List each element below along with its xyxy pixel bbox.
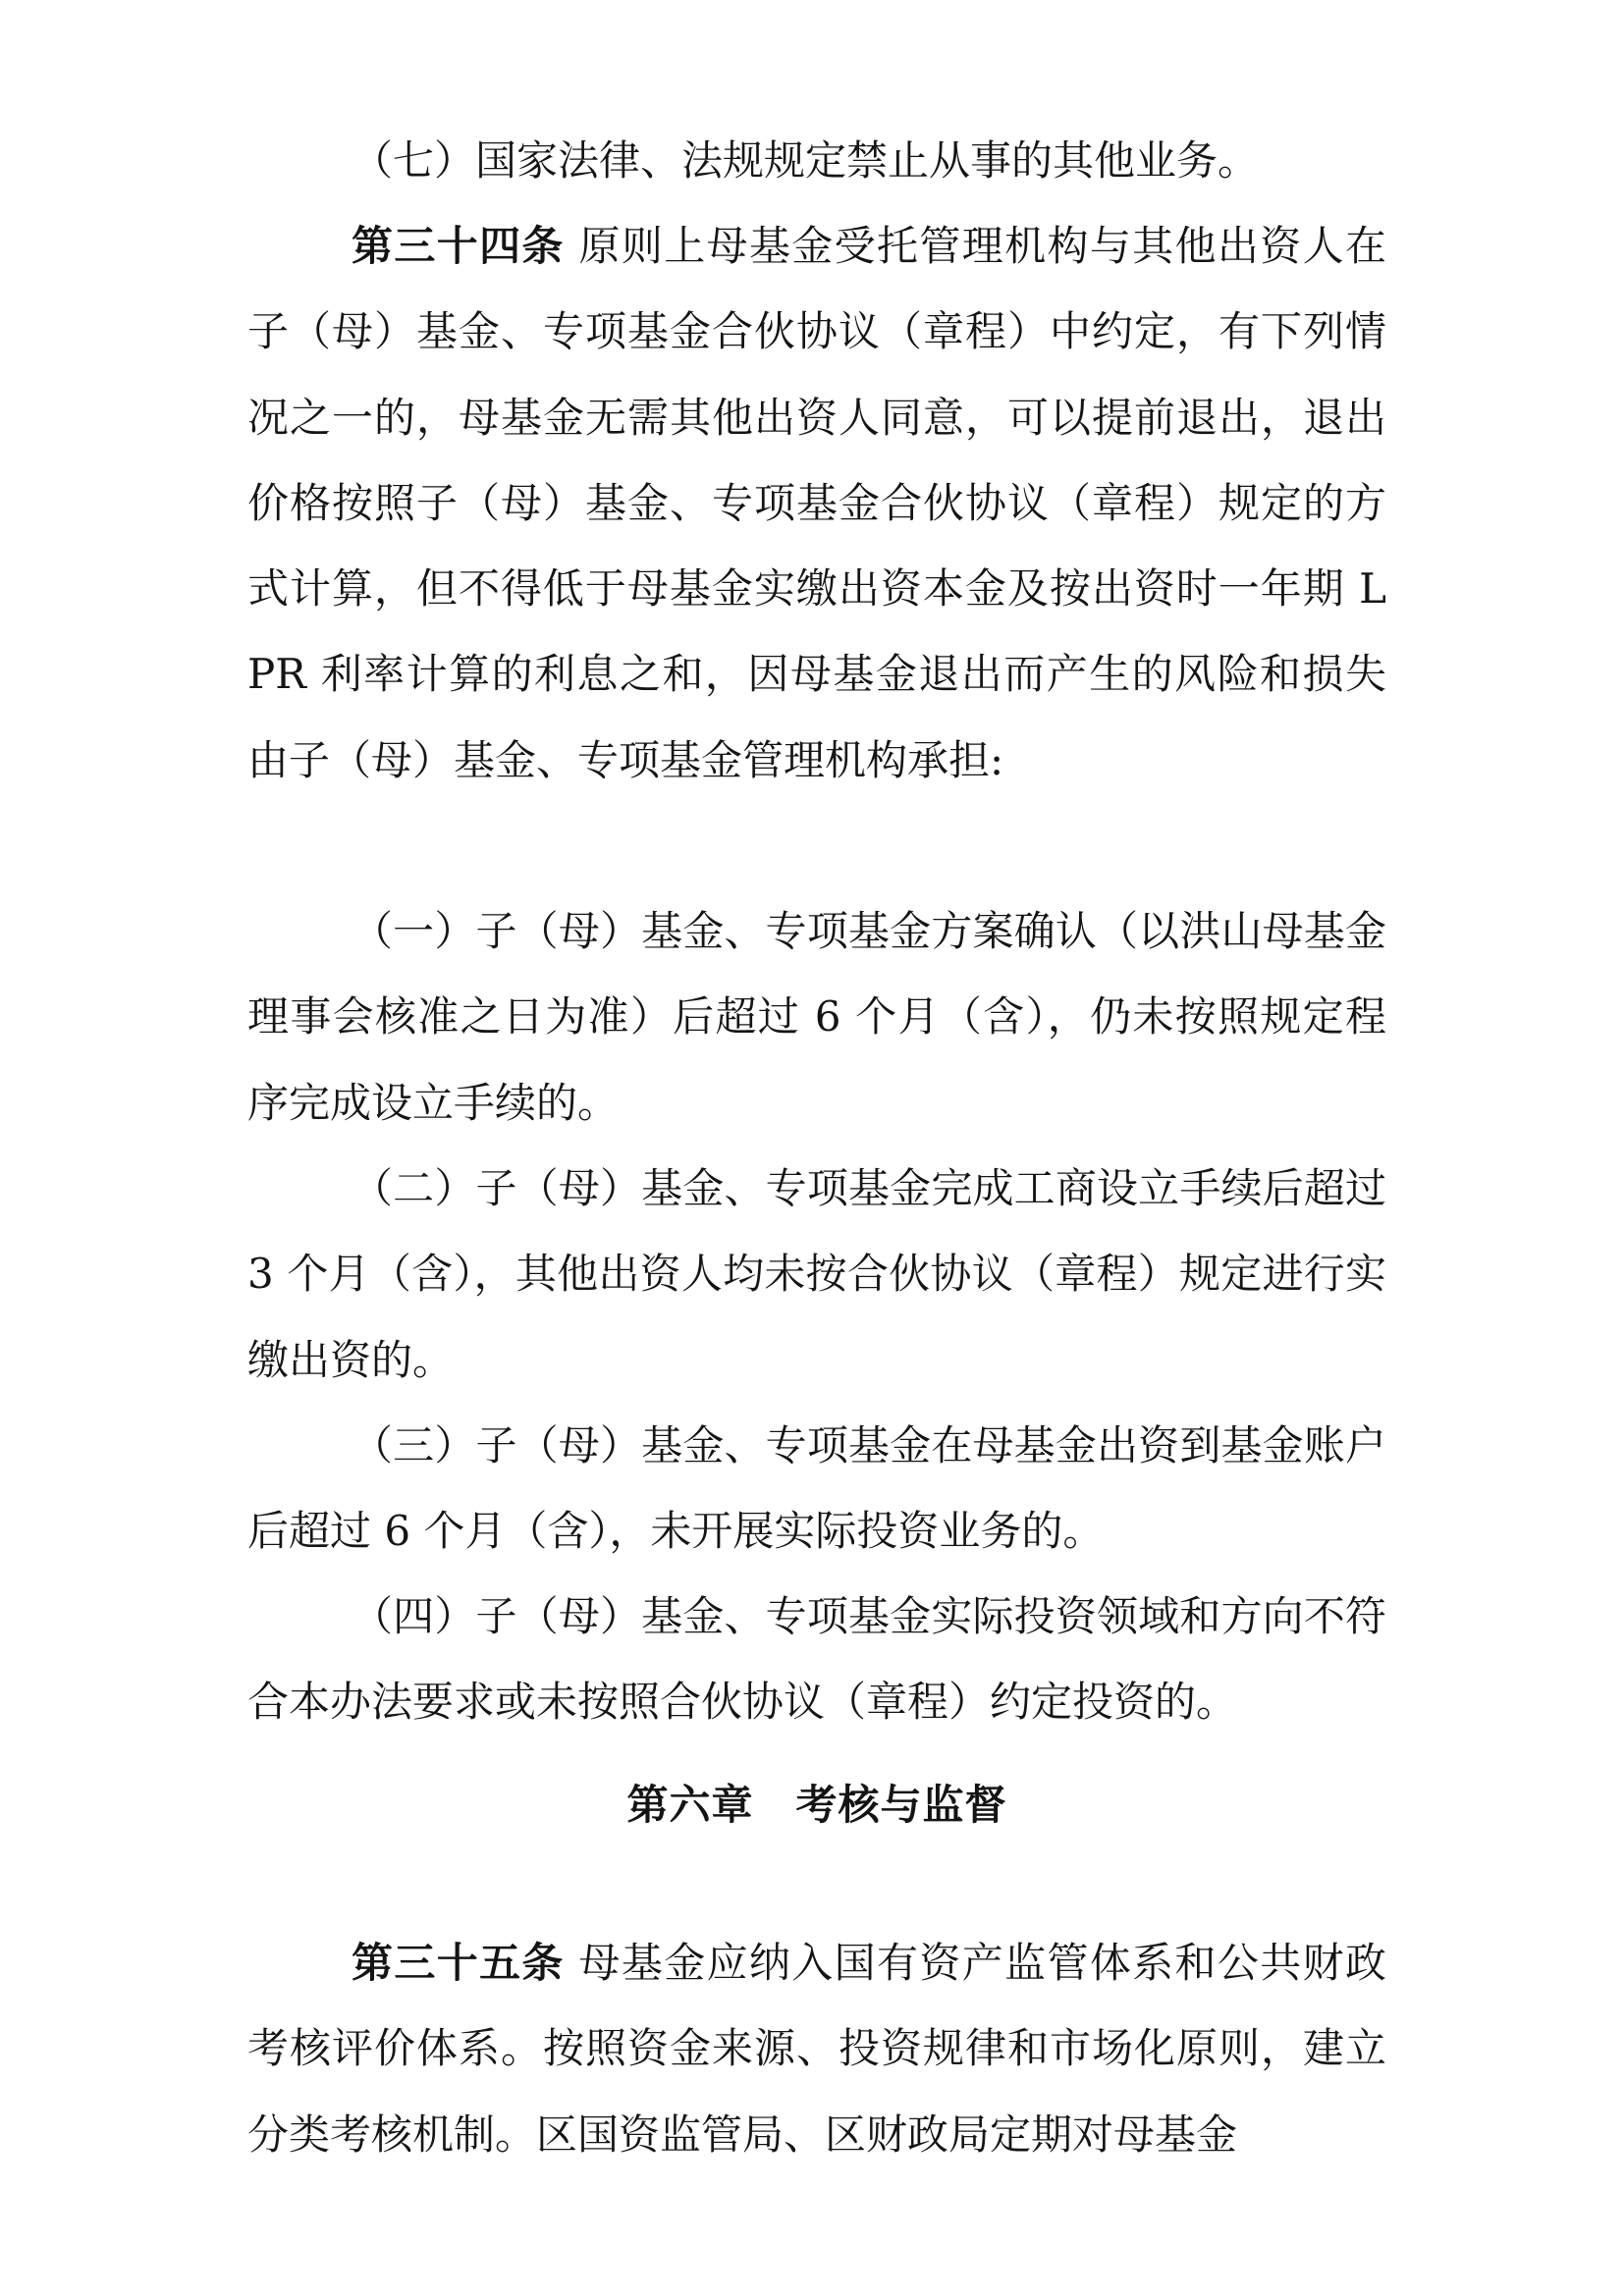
clause-2-text: （二）子（母）基金、专项基金完成工商设立手续后超过 3 个月（含），其他出资人均未按合伙协议（章程）规定进行实缴出资的。 <box>247 1164 1386 1384</box>
article-35-number: 第三十五条 <box>352 1939 565 1987</box>
article-34-text: 原则上母基金受托管理机构与其他出资人在子（母）基金、专项基金合伙协议（章程）中约定，有下列情况之一的，母基金无需其他出资人同意，可以提前退出，退出价格按照子（母）基金、专项基金合伙协议（章程）规定的方式计算，但不得低于母基金实缴出资本金及按出资时一年期 LPR 利率计算的利息之和，因母基金退出而产生的风险和损失由子（母）基金、专项基金管理机构承担: <box>247 222 1386 784</box>
clause-2 <box>247 1146 1386 1403</box>
clause-3-text: （三）子（母）基金、专项基金在母基金出资到基金账户后超过 6 个月（含），未开展实际投资业务的。 <box>247 1421 1386 1556</box>
clause-1-text: （一）子（母）基金、专项基金方案确认（以洪山母基金理事会核准之日为准）后超过 6 个月（含），仍未按照规定程序完成设立手续的。 <box>247 907 1386 1127</box>
article-34-number: 第三十四条 <box>352 222 565 270</box>
paragraph-text: （七）国家法律、法规规定禁止从事的其他业务。 <box>352 136 1260 185</box>
chapter-heading: 第六章 考核与监督 <box>626 1781 1007 1829</box>
clause-1 <box>247 888 1386 1146</box>
clause-4 <box>247 1574 1386 1745</box>
article-34 <box>247 203 1386 803</box>
article-35-text: 母基金应纳入国有资产监管体系和公共财政考核评价体系。按照资金来源、投资规律和市场化原则，建立分类考核机制。区国资监管局、区财政局定期对母基金 <box>247 1939 1386 2159</box>
article-35 <box>247 1920 1386 2177</box>
paragraph-item-7 <box>247 118 1386 203</box>
clause-3 <box>247 1403 1386 1575</box>
clause-4-text: （四）子（母）基金、专项基金实际投资领域和方向不符合本办法要求或未按照合伙协议（章程）约定投资的。 <box>247 1592 1386 1727</box>
